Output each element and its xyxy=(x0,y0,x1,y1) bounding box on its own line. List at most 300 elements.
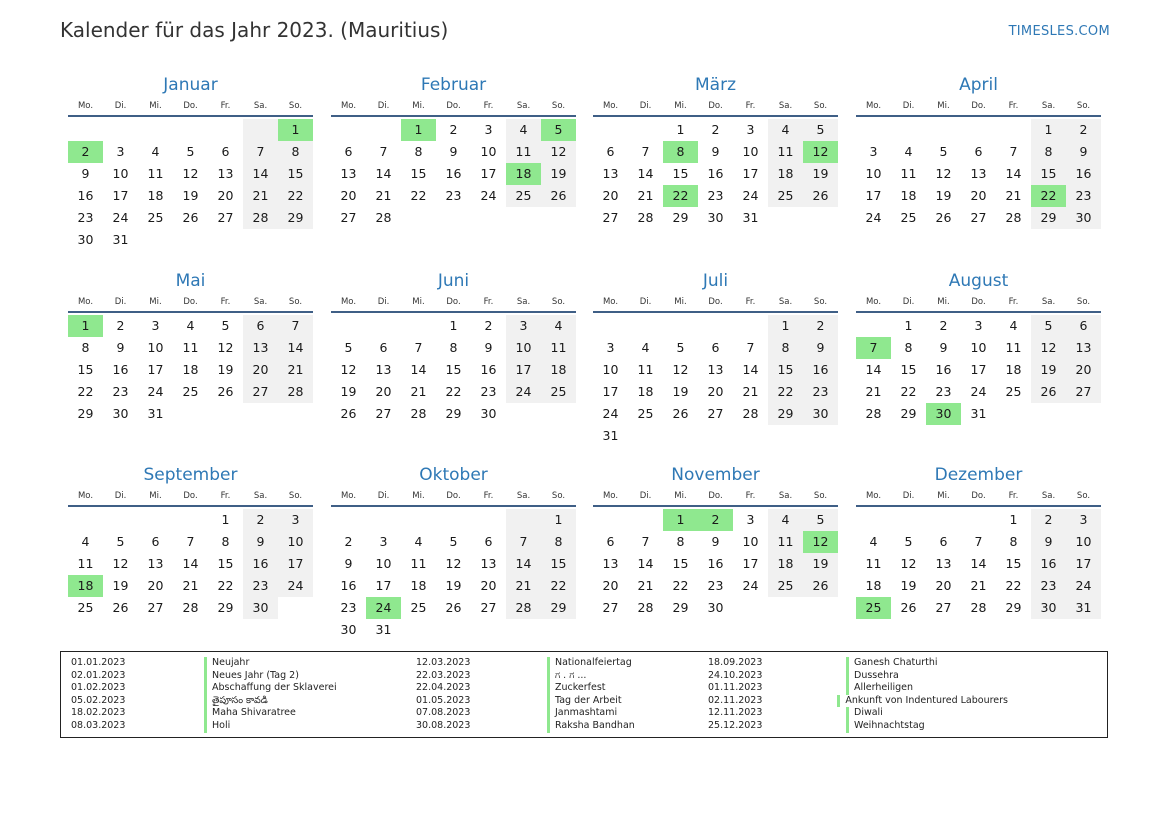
weekday-header xyxy=(68,293,313,313)
week-row xyxy=(856,185,1101,207)
month-name: Dezember xyxy=(934,465,1023,485)
weekday-label: Sa. xyxy=(778,297,793,307)
week-row xyxy=(68,509,313,531)
day-cell: 16 xyxy=(340,578,357,593)
empty-day-cell xyxy=(628,425,663,447)
legend-entry xyxy=(708,695,1008,708)
day-cell: 6 xyxy=(1066,315,1101,337)
day-cell: 11 xyxy=(865,556,882,571)
day-cell: 24 xyxy=(1066,575,1101,597)
day-cell: 15 xyxy=(672,556,689,571)
weekday-label: Sa. xyxy=(778,101,793,111)
day-cell: 10 xyxy=(602,362,619,377)
legend-entry xyxy=(61,682,416,695)
week-row xyxy=(593,141,838,163)
empty-day-cell xyxy=(366,315,401,337)
day-cell: 22 xyxy=(217,578,234,593)
weekday-label: Mi. xyxy=(674,101,687,111)
day-cell: 3 xyxy=(869,144,878,159)
month-name: Januar xyxy=(163,75,218,95)
day-cell: 28 xyxy=(1005,210,1022,225)
day-cell: 21 xyxy=(410,384,427,399)
weekday-label: Sa. xyxy=(1041,491,1056,501)
day-cell: 29 xyxy=(541,597,576,619)
weekday-label: Mi. xyxy=(149,297,162,307)
day-cell: 12 xyxy=(217,340,234,355)
day-cell: 4 xyxy=(81,534,90,549)
holiday-day-cell: 12 xyxy=(803,141,838,163)
brand-logo-link[interactable]: TIMESLES.COM xyxy=(1008,24,1110,39)
weekday-label: Mi. xyxy=(937,491,950,501)
empty-day-cell xyxy=(961,509,996,531)
empty-day-cell xyxy=(541,403,576,425)
day-cell: 14 xyxy=(243,163,278,185)
day-cell: 29 xyxy=(445,406,462,421)
day-cell: 15 xyxy=(541,553,576,575)
weekday-header xyxy=(593,293,838,313)
month-name: Mai xyxy=(175,271,206,291)
day-cell: 17 xyxy=(742,556,759,571)
empty-day-cell xyxy=(401,509,436,531)
day-cell: 16 xyxy=(445,166,462,181)
day-cell: 20 xyxy=(480,578,497,593)
empty-day-cell xyxy=(506,619,541,641)
legend-entry xyxy=(61,670,416,683)
holiday-name: Abschaffung der Sklaverei xyxy=(204,682,337,695)
day-cell: 11 xyxy=(410,556,427,571)
empty-day-cell xyxy=(68,119,103,141)
weekday-label: Fr. xyxy=(745,491,756,501)
empty-day-cell xyxy=(593,509,628,531)
day-cell: 8 xyxy=(1031,141,1066,163)
week-row xyxy=(68,207,313,229)
legend-row xyxy=(61,720,1107,733)
day-cell: 23 xyxy=(803,381,838,403)
day-cell: 18 xyxy=(182,362,199,377)
day-cell: 18 xyxy=(637,384,654,399)
empty-day-cell xyxy=(278,403,313,425)
day-cell: 26 xyxy=(445,600,462,615)
empty-day-cell xyxy=(401,315,436,337)
weekday-label: Do. xyxy=(708,101,723,111)
weekday-label: Mo. xyxy=(602,297,619,307)
holiday-date: 01.11.2023 xyxy=(708,682,763,694)
holiday-name: Ankunft von Indentured Labourers xyxy=(837,695,1008,708)
day-cell: 3 xyxy=(278,509,313,531)
day-cell: 22 xyxy=(541,575,576,597)
day-cell: 13 xyxy=(480,556,497,571)
weekday-label: Sa. xyxy=(516,101,531,111)
empty-day-cell xyxy=(208,403,243,425)
day-cell: 28 xyxy=(970,600,987,615)
empty-day-cell xyxy=(471,207,506,229)
week-row xyxy=(856,337,1101,359)
weekday-label: Fr. xyxy=(483,491,494,501)
day-cell: 6 xyxy=(711,340,720,355)
day-cell: 12 xyxy=(1031,337,1066,359)
week-row xyxy=(331,315,576,337)
day-cell: 23 xyxy=(935,384,952,399)
holiday-date: 22.03.2023 xyxy=(416,669,471,681)
weekday-label: Mo. xyxy=(77,491,94,501)
weekday-label: Do. xyxy=(708,491,723,501)
day-cell: 9 xyxy=(484,340,493,355)
empty-day-cell xyxy=(436,207,471,229)
empty-day-cell xyxy=(68,509,103,531)
legend-entry xyxy=(61,695,416,708)
day-cell: 20 xyxy=(243,359,278,381)
weekday-label: Do. xyxy=(446,297,461,307)
weekday-label: Di. xyxy=(377,101,390,111)
holiday-name: ಗ . ಗ ... xyxy=(547,670,586,683)
weekday-header xyxy=(68,97,313,117)
day-cell: 8 xyxy=(904,340,913,355)
weekday-label: Fr. xyxy=(745,101,756,111)
day-cell: 19 xyxy=(217,362,234,377)
day-cell: 28 xyxy=(742,406,759,421)
weekday-label: Di. xyxy=(114,297,127,307)
day-cell: 5 xyxy=(1031,315,1066,337)
day-cell: 9 xyxy=(116,340,125,355)
day-cell: 31 xyxy=(602,428,619,443)
day-cell: 18 xyxy=(541,359,576,381)
empty-day-cell xyxy=(541,619,576,641)
day-cell: 15 xyxy=(1005,556,1022,571)
empty-day-cell xyxy=(1031,403,1066,425)
weekday-label: Mo. xyxy=(77,297,94,307)
empty-day-cell xyxy=(593,315,628,337)
day-cell: 17 xyxy=(480,166,497,181)
weekday-label: So. xyxy=(551,101,566,111)
day-cell: 6 xyxy=(221,144,230,159)
holiday-date: 18.02.2023 xyxy=(71,707,126,719)
holiday-name: Dussehra xyxy=(846,670,899,683)
day-cell: 16 xyxy=(112,362,129,377)
holiday-day-cell: 1 xyxy=(278,119,313,141)
day-cell: 1 xyxy=(676,122,685,137)
weekday-label: Fr. xyxy=(1008,491,1019,501)
week-row xyxy=(331,531,576,553)
weekday-label: So. xyxy=(813,491,828,501)
day-cell: 26 xyxy=(1031,381,1066,403)
legend-entry xyxy=(61,707,416,720)
day-cell: 23 xyxy=(480,384,497,399)
holiday-name: Zuckerfest xyxy=(547,682,606,695)
month-august xyxy=(856,269,1101,425)
weekday-label: Do. xyxy=(971,101,986,111)
weekday-label: Di. xyxy=(377,297,390,307)
day-cell: 26 xyxy=(217,384,234,399)
day-cell: 13 xyxy=(375,362,392,377)
day-cell: 28 xyxy=(410,406,427,421)
holiday-date: 24.10.2023 xyxy=(708,669,763,681)
day-cell: 30 xyxy=(243,597,278,619)
legend-entry xyxy=(416,657,708,670)
weekday-label: Di. xyxy=(902,491,915,501)
day-cell: 27 xyxy=(602,210,619,225)
empty-day-cell xyxy=(366,509,401,531)
day-cell: 6 xyxy=(344,144,353,159)
day-cell: 25 xyxy=(768,575,803,597)
day-cell: 30 xyxy=(112,406,129,421)
day-cell: 19 xyxy=(445,578,462,593)
day-cell: 8 xyxy=(768,337,803,359)
empty-day-cell xyxy=(1066,403,1101,425)
weekday-header xyxy=(331,293,576,313)
day-cell: 7 xyxy=(641,144,650,159)
day-cell: 14 xyxy=(278,337,313,359)
day-cell: 26 xyxy=(803,575,838,597)
day-cell: 3 xyxy=(1066,509,1101,531)
weekday-label: Do. xyxy=(183,297,198,307)
weekday-label: Fr. xyxy=(220,101,231,111)
empty-day-cell xyxy=(243,119,278,141)
day-cell: 21 xyxy=(970,578,987,593)
day-cell: 19 xyxy=(672,384,689,399)
week-row xyxy=(331,403,576,425)
day-cell: 30 xyxy=(1066,207,1101,229)
weekday-label: So. xyxy=(813,101,828,111)
weekday-label: Mo. xyxy=(77,101,94,111)
day-cell: 11 xyxy=(541,337,576,359)
day-cell: 16 xyxy=(1031,553,1066,575)
holiday-date: 25.12.2023 xyxy=(708,719,763,731)
month-name: November xyxy=(671,465,760,485)
day-cell: 8 xyxy=(81,340,90,355)
day-cell: 24 xyxy=(970,384,987,399)
empty-day-cell xyxy=(278,229,313,251)
weekday-label: Di. xyxy=(377,491,390,501)
weekday-label: Mo. xyxy=(340,101,357,111)
day-cell: 18 xyxy=(768,553,803,575)
week-row xyxy=(331,185,576,207)
day-cell: 19 xyxy=(182,188,199,203)
holiday-date: 30.08.2023 xyxy=(416,719,471,731)
day-cell: 14 xyxy=(410,362,427,377)
week-row xyxy=(593,337,838,359)
day-cell: 29 xyxy=(77,406,94,421)
day-cell: 25 xyxy=(410,600,427,615)
day-cell: 5 xyxy=(186,144,195,159)
day-cell: 25 xyxy=(541,381,576,403)
day-cell: 16 xyxy=(77,188,94,203)
day-cell: 27 xyxy=(935,600,952,615)
day-cell: 14 xyxy=(1005,166,1022,181)
holiday-name: Raksha Bandhan xyxy=(547,720,635,733)
day-cell: 20 xyxy=(147,578,164,593)
weekday-header xyxy=(331,487,576,507)
empty-day-cell xyxy=(698,425,733,447)
weekday-header xyxy=(593,97,838,117)
holiday-name: Neues Jahr (Tag 2) xyxy=(204,670,299,683)
day-cell: 9 xyxy=(243,531,278,553)
week-row xyxy=(593,381,838,403)
day-cell: 8 xyxy=(449,340,458,355)
day-cell: 20 xyxy=(707,384,724,399)
day-cell: 15 xyxy=(672,166,689,181)
day-cell: 3 xyxy=(506,315,541,337)
weekday-label: Di. xyxy=(639,297,652,307)
day-cell: 8 xyxy=(278,141,313,163)
day-cell: 21 xyxy=(637,578,654,593)
holiday-day-cell: 2 xyxy=(68,141,103,163)
week-row xyxy=(593,509,838,531)
day-cell: 17 xyxy=(278,553,313,575)
day-cell: 22 xyxy=(278,185,313,207)
day-cell: 10 xyxy=(742,534,759,549)
legend-entry xyxy=(708,720,1008,733)
legend-entry xyxy=(708,670,1008,683)
day-cell: 20 xyxy=(935,578,952,593)
day-cell: 29 xyxy=(672,210,689,225)
holiday-day-cell: 30 xyxy=(926,403,961,425)
day-cell: 5 xyxy=(676,340,685,355)
day-cell: 27 xyxy=(217,210,234,225)
day-cell: 24 xyxy=(602,406,619,421)
day-cell: 3 xyxy=(606,340,615,355)
day-cell: 13 xyxy=(602,556,619,571)
day-cell: 5 xyxy=(116,534,125,549)
day-cell: 8 xyxy=(1009,534,1018,549)
day-cell: 8 xyxy=(221,534,230,549)
week-row xyxy=(856,403,1101,425)
day-cell: 8 xyxy=(676,534,685,549)
week-row xyxy=(856,575,1101,597)
day-cell: 5 xyxy=(904,534,913,549)
day-cell: 21 xyxy=(865,384,882,399)
month-name: September xyxy=(143,465,238,485)
holiday-date: 08.03.2023 xyxy=(71,719,126,731)
month-name: Oktober xyxy=(419,465,488,485)
month-name: März xyxy=(695,75,736,95)
day-cell: 28 xyxy=(375,210,392,225)
day-cell: 10 xyxy=(278,531,313,553)
day-cell: 6 xyxy=(151,534,160,549)
day-cell: 18 xyxy=(147,188,164,203)
empty-day-cell xyxy=(138,119,173,141)
day-cell: 14 xyxy=(970,556,987,571)
day-cell: 22 xyxy=(410,188,427,203)
legend-entry xyxy=(61,720,416,733)
day-cell: 3 xyxy=(974,318,983,333)
day-cell: 12 xyxy=(900,556,917,571)
day-cell: 19 xyxy=(112,578,129,593)
weekday-label: Do. xyxy=(446,101,461,111)
day-cell: 11 xyxy=(768,531,803,553)
day-cell: 15 xyxy=(445,362,462,377)
day-cell: 1 xyxy=(904,318,913,333)
holiday-date: 05.02.2023 xyxy=(71,694,126,706)
day-cell: 9 xyxy=(711,144,720,159)
day-cell: 17 xyxy=(602,384,619,399)
day-cell: 18 xyxy=(410,578,427,593)
day-cell: 15 xyxy=(410,166,427,181)
weekday-label: Sa. xyxy=(253,101,268,111)
day-cell: 30 xyxy=(1031,597,1066,619)
day-cell: 20 xyxy=(602,578,619,593)
day-cell: 16 xyxy=(480,362,497,377)
day-cell: 4 xyxy=(904,144,913,159)
day-cell: 13 xyxy=(970,166,987,181)
weekday-label: Mo. xyxy=(340,491,357,501)
day-cell: 15 xyxy=(1031,163,1066,185)
empty-day-cell xyxy=(436,619,471,641)
day-cell: 28 xyxy=(243,207,278,229)
week-row xyxy=(68,229,313,251)
week-row xyxy=(856,553,1101,575)
day-cell: 2 xyxy=(449,122,458,137)
weekday-label: Fr. xyxy=(1008,101,1019,111)
day-cell: 12 xyxy=(340,362,357,377)
month-juni xyxy=(331,269,576,425)
empty-day-cell xyxy=(138,229,173,251)
day-cell: 10 xyxy=(112,166,129,181)
day-cell: 7 xyxy=(746,340,755,355)
week-row xyxy=(593,315,838,337)
holiday-day-cell: 18 xyxy=(506,163,541,185)
day-cell: 27 xyxy=(243,381,278,403)
day-cell: 9 xyxy=(803,337,838,359)
week-row xyxy=(856,509,1101,531)
weekday-label: Do. xyxy=(708,297,723,307)
day-cell: 10 xyxy=(147,340,164,355)
holiday-day-cell: 5 xyxy=(541,119,576,141)
weekday-label: Do. xyxy=(446,491,461,501)
day-cell: 24 xyxy=(865,210,882,225)
week-row xyxy=(593,553,838,575)
day-cell: 2 xyxy=(1066,119,1101,141)
day-cell: 29 xyxy=(768,403,803,425)
weekday-label: Sa. xyxy=(778,491,793,501)
day-cell: 22 xyxy=(77,384,94,399)
day-cell: 29 xyxy=(900,406,917,421)
empty-day-cell xyxy=(996,403,1031,425)
day-cell: 18 xyxy=(900,188,917,203)
weekday-label: So. xyxy=(813,297,828,307)
day-cell: 3 xyxy=(746,122,755,137)
day-cell: 19 xyxy=(803,163,838,185)
weekday-label: Di. xyxy=(902,297,915,307)
day-cell: 26 xyxy=(182,210,199,225)
week-row xyxy=(331,381,576,403)
day-cell: 7 xyxy=(1009,144,1018,159)
day-cell: 18 xyxy=(768,163,803,185)
day-cell: 27 xyxy=(970,210,987,225)
month-name: April xyxy=(959,75,998,95)
holiday-name: Neujahr xyxy=(204,657,249,670)
week-row xyxy=(68,337,313,359)
legend-entry xyxy=(416,670,708,683)
day-cell: 6 xyxy=(243,315,278,337)
holiday-date: 01.05.2023 xyxy=(416,694,471,706)
day-cell: 17 xyxy=(865,188,882,203)
legend-row xyxy=(61,657,1107,670)
empty-day-cell xyxy=(506,509,541,531)
day-cell: 29 xyxy=(1005,600,1022,615)
day-cell: 27 xyxy=(147,600,164,615)
week-row xyxy=(593,185,838,207)
day-cell: 8 xyxy=(414,144,423,159)
day-cell: 31 xyxy=(147,406,164,421)
day-cell: 26 xyxy=(900,600,917,615)
weekday-label: Sa. xyxy=(253,297,268,307)
empty-day-cell xyxy=(506,403,541,425)
holiday-date: 01.02.2023 xyxy=(71,682,126,694)
empty-day-cell xyxy=(768,207,803,229)
weekday-label: Sa. xyxy=(1041,297,1056,307)
day-cell: 19 xyxy=(900,578,917,593)
holiday-date: 01.01.2023 xyxy=(71,657,126,668)
